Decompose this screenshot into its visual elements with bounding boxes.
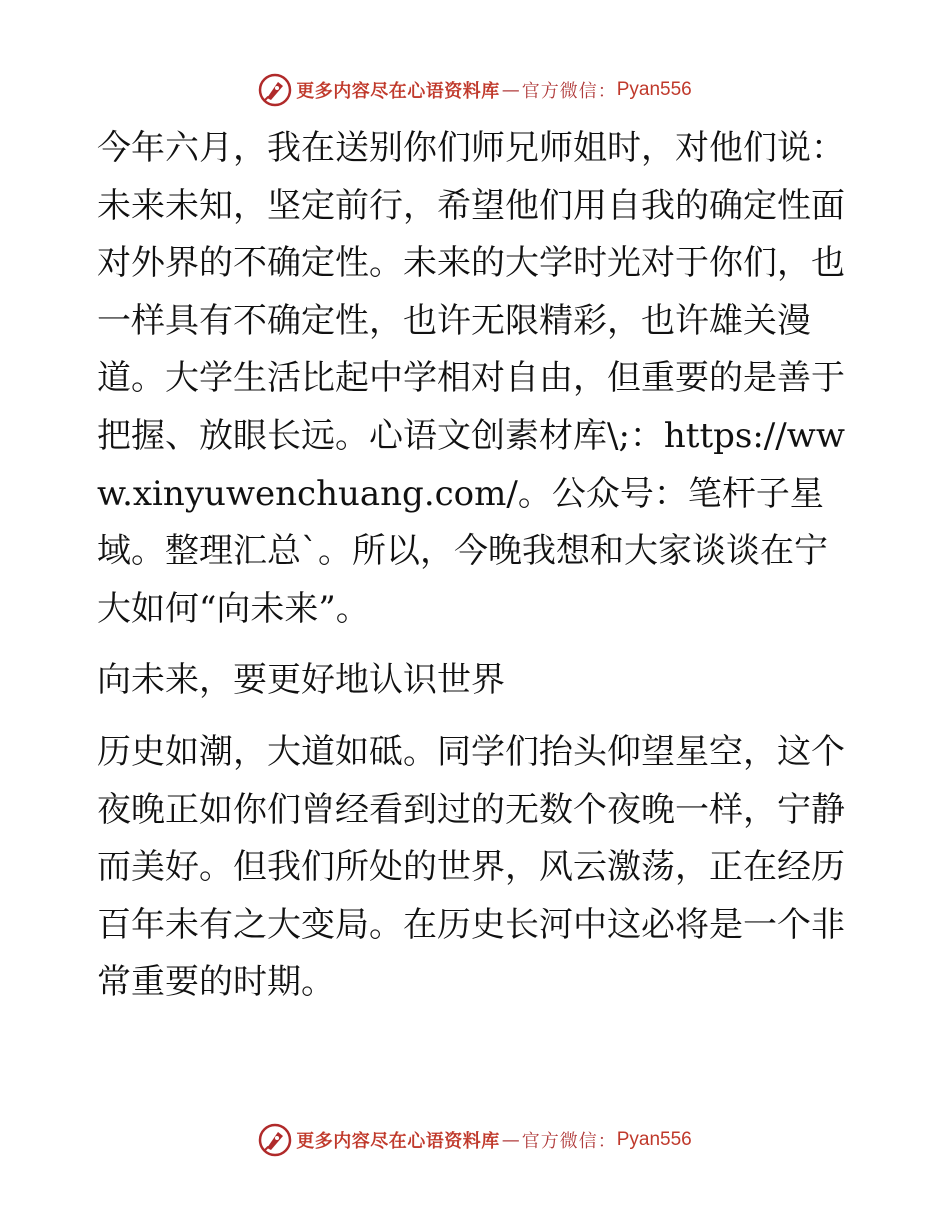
banner-brand-text: 更多内容尽在心语资料库 [296,81,500,102]
banner-wechat-label: 官方微信： [521,81,617,102]
paragraph-intro: 今年六月，我在送别你们师兄师姐时，对他们说：未来未知，坚定前行，希望他们用自我的确定性面对外界的不确定性。未来的大学时光对于你们，也一样具有不确定性，也许无限精彩，也许雄关漫道。大学生活比起中学相对自由，但重要的是善于把握、放眼长远。心语文创素材库\;：https://www.xinyuwenchuang.com/。公众号：笔杆子星域。整理汇总`。所以，今晚我想和大家谈谈在宁大如何“向未来”。 [97,128,845,629]
banner-wechat-id: Pyan556 [616,1129,692,1150]
pen-nib-logo-icon [258,73,292,107]
document-body [97,120,857,1026]
pen-nib-logo-icon [258,1123,292,1157]
banner-brand-text: 更多内容尽在心语资料库 [296,1131,500,1152]
section-heading: 向未来，要更好地认识世界 [97,660,505,701]
header-banner [0,70,950,110]
footer-banner [0,1120,950,1160]
banner-wechat-id: Pyan556 [616,79,692,100]
paragraph-history: 历史如潮，大道如砥。同学们抬头仰望星空，这个夜晚正如你们曾经看到过的无数个夜晚一样，宁静而美好。但我们所处的世界，风云激荡，正在经历百年未有之大变局。在历史长河中这必将是一个非常重要的时期。 [97,731,845,1003]
banner-wechat-label: 官方微信： [521,1131,617,1152]
banner-dash: — [501,1129,520,1151]
banner-dash: — [501,79,520,101]
